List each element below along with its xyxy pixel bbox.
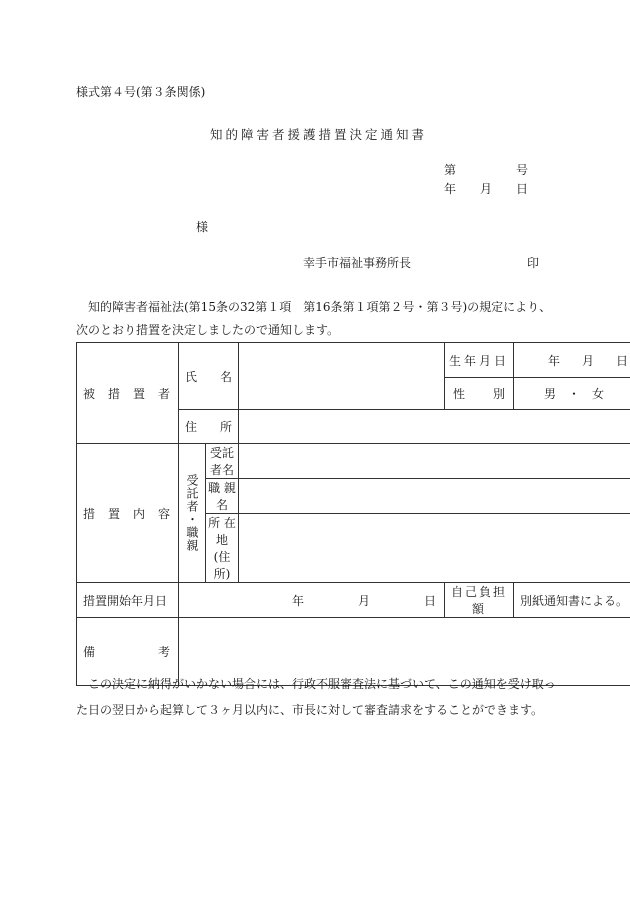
birth-month-unit: 月	[581, 353, 594, 368]
foster-employer-label-text: 職 親 名	[208, 481, 236, 512]
start-day-unit: 日	[423, 593, 436, 608]
birthdate-label	[445, 343, 514, 378]
trustee-group-label: 受託者・職親	[185, 474, 199, 552]
sex-female[interactable]: 女	[591, 387, 604, 401]
measure-label-cell	[77, 444, 179, 583]
sex-label-char: 性	[453, 387, 466, 401]
address-value-field[interactable]	[239, 410, 630, 444]
burden-label-cell	[445, 583, 514, 618]
document-number	[444, 161, 528, 178]
doc-number-suffix: 号	[515, 163, 528, 177]
remarks-label-char: 備	[83, 645, 96, 659]
foster-employer-field[interactable]	[239, 479, 630, 514]
burden-value-cell	[514, 583, 630, 618]
name-label-cell	[179, 343, 239, 410]
birthdate-label-text: 生年月日	[448, 353, 509, 368]
closing-paragraph	[76, 671, 560, 723]
subject-label-char: 措	[107, 386, 120, 401]
trustee-group-label-cell	[179, 444, 206, 583]
name-label-char: 名	[219, 369, 232, 384]
date-day: 日	[515, 182, 528, 196]
sex-separator: ・	[567, 387, 580, 401]
burden-label: 自己負担額	[450, 585, 507, 616]
closing-line-1: この決定に納得がいかない場合には、行政不服審査法に基づいて、この通知を受け取っ	[88, 677, 556, 691]
seal-mark: 印	[527, 256, 540, 270]
sex-label-cell	[445, 378, 514, 410]
address-label-cell	[179, 410, 239, 444]
subject-label-cell	[77, 343, 179, 444]
date-month: 月	[479, 182, 492, 196]
birth-day-unit: 日	[615, 353, 628, 368]
measure-decision-table	[76, 342, 630, 686]
start-year-unit: 年	[292, 593, 305, 608]
measure-label-char: 容	[157, 506, 170, 521]
doc-number-prefix: 第	[444, 163, 457, 177]
addressee-honorific: 様	[196, 220, 209, 234]
location-field[interactable]	[239, 514, 630, 583]
location-label-text: 所 在 地	[208, 516, 236, 547]
name-label-char: 氏	[185, 369, 198, 384]
subject-label-char: 者	[157, 386, 170, 401]
sex-label-char: 別	[492, 387, 505, 401]
birth-year-unit: 年	[548, 353, 561, 368]
document-title: 知的障害者援護措置決定通知書	[210, 127, 428, 142]
birthdate-value-field[interactable]	[514, 343, 630, 378]
start-date-label-cell	[77, 583, 179, 618]
intro-line-1: 知的障害者福祉法(第15条の32第１項 第16条第１項第２号・第３号)の規定により、	[88, 300, 552, 314]
date-year: 年	[444, 182, 457, 196]
sex-male[interactable]: 男	[544, 387, 557, 401]
form-number: 様式第４号(第３条関係)	[76, 85, 206, 99]
address-label-char: 住	[185, 420, 198, 434]
trustee-name-label	[206, 444, 239, 479]
location-sublabel-text: (住所)	[213, 550, 231, 581]
measure-label-char: 置	[107, 506, 120, 521]
issuer-name: 幸手市福祉事務所長	[303, 256, 412, 270]
document-date	[444, 180, 528, 197]
start-date-label: 措置開始年月日	[83, 593, 168, 608]
name-value-field[interactable]	[239, 343, 445, 410]
subject-label-char: 被	[83, 386, 96, 401]
address-label-char: 所	[219, 420, 232, 434]
foster-employer-label	[206, 479, 239, 514]
sex-value-field[interactable]	[514, 378, 630, 410]
intro-paragraph	[76, 296, 560, 342]
start-date-field[interactable]	[179, 583, 445, 618]
burden-value: 別紙通知書による。	[520, 593, 629, 608]
location-label	[206, 514, 239, 583]
trustee-name-label-text: 受託者名	[209, 446, 234, 477]
measure-label-char: 内	[132, 506, 145, 521]
remarks-label-char: 考	[157, 645, 170, 659]
start-month-unit: 月	[357, 593, 370, 608]
measure-label-char: 措	[83, 506, 96, 521]
closing-line-2: た日の翌日から起算して３ヶ月以内に、市長に対して審査請求をすることができます。	[76, 703, 544, 717]
trustee-name-field[interactable]	[239, 444, 630, 479]
subject-label-char: 置	[132, 386, 145, 401]
intro-line-2: 次のとおり措置を決定しましたので通知します。	[76, 323, 340, 337]
